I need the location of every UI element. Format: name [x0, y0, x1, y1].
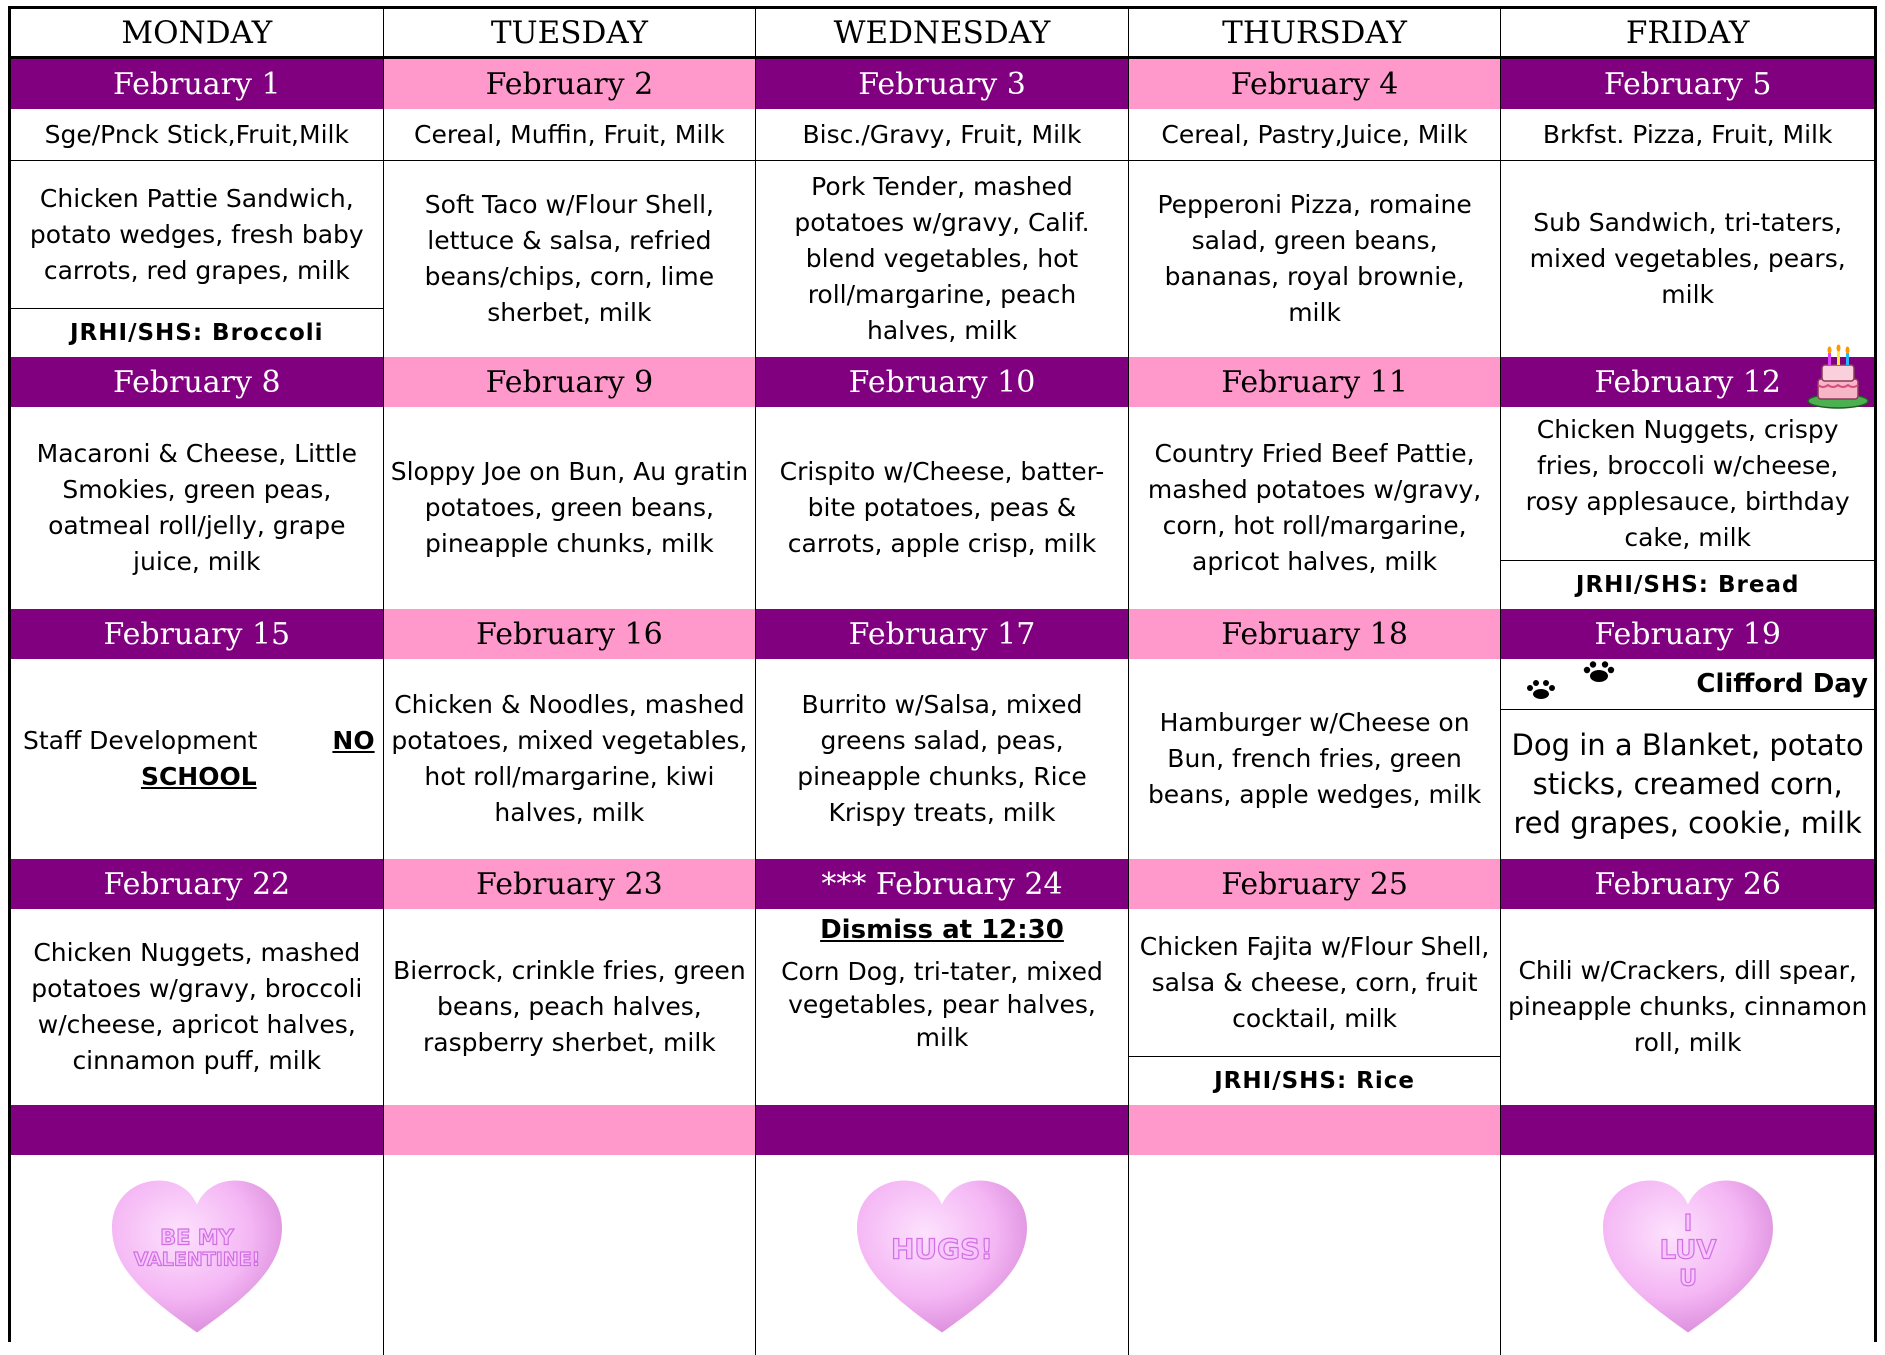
- lunch-cell: [1129, 659, 1502, 859]
- lunch-cell: [384, 659, 757, 859]
- date-cell: February 4: [1129, 59, 1502, 109]
- dismiss-notice: Dismiss at 12:30: [820, 915, 1064, 945]
- date-cell: February 25: [1129, 859, 1502, 909]
- lunch-cell: [756, 407, 1129, 609]
- date-cell: February 19: [1501, 609, 1874, 659]
- date-cell-empty: [11, 1105, 384, 1155]
- lunch-menu: Soft Taco w/Flour Shell, lettuce & salsa, refried beans/chips, corn, lime sherbet, milk: [424, 190, 715, 327]
- lunch-menu: Pepperoni Pizza, romaine salad, green beans, bananas, royal brownie, milk: [1157, 190, 1472, 327]
- heart-cell: [756, 1155, 1129, 1355]
- staff-development-label: Staff Development: [23, 726, 258, 755]
- lunch-menu: Sloppy Joe on Bun, Au gratin potatoes, green beans, pineapple chunks, milk: [390, 457, 749, 558]
- date-cell: February 10: [756, 357, 1129, 407]
- lunch-cell: [384, 161, 757, 357]
- lunch-menu: Corn Dog, tri-tater, mixed vegetables, pear halves, milk: [781, 957, 1103, 1052]
- week5-date-row: [11, 1105, 1874, 1155]
- lunch-cell: [1129, 161, 1502, 357]
- day-monday: MONDAY: [11, 9, 384, 59]
- school-label: SCHOOL: [140, 762, 257, 791]
- date-cell-empty: [1501, 1105, 1874, 1155]
- lunch-menu: Crispito w/Cheese, batter-bite potatoes, peas & carrots, apple crisp, milk: [779, 457, 1105, 558]
- no-school-notice: [11, 659, 383, 859]
- week3-date-row: [11, 609, 1874, 659]
- date-cell: February 16: [384, 609, 757, 659]
- date-cell-empty: [756, 1105, 1129, 1155]
- heart-cell: [1501, 1155, 1874, 1355]
- lunch-menu: Hamburger w/Cheese on Bun, french fries, green beans, apple wedges, milk: [1147, 708, 1482, 809]
- heart-text: LUV: [1659, 1235, 1717, 1266]
- lunch-menu: Pork Tender, mashed potatoes w/gravy, Calif. blend vegetables, hot roll/margarine, peach halves, milk: [794, 172, 1090, 345]
- heart-text: BE MY: [159, 1225, 234, 1250]
- week2-lunch-row: [11, 407, 1874, 609]
- no-school-cell: [11, 659, 384, 859]
- birthday-cake-icon: [1806, 343, 1870, 409]
- lunch-cell: [1129, 909, 1502, 1105]
- date-cell: February 1: [11, 59, 384, 109]
- lunch-menu: Country Fried Beef Pattie, mashed potatoes w/gravy, corn, hot roll/margarine, apricot halves, milk: [1147, 439, 1482, 576]
- lunch-cell: [11, 161, 384, 357]
- empty-cell: [1129, 1155, 1502, 1355]
- breakfast-item: Sge/Pnck Stick,Fruit,Milk: [11, 109, 384, 161]
- date-cell: February 9: [384, 357, 757, 407]
- candy-heart-icon: [107, 1173, 287, 1338]
- clifford-day-banner: [1501, 659, 1874, 710]
- date-cell: February 15: [11, 609, 384, 659]
- date-cell: February 26: [1501, 859, 1874, 909]
- lunch-menu: Chicken Fajita w/Flour Shell, salsa & cheese, corn, fruit cocktail, milk: [1139, 931, 1490, 1033]
- lunch-menu: Burrito w/Salsa, mixed greens salad, peas, pineapple chunks, Rice Krispy treats, milk: [797, 690, 1087, 827]
- lunch-cell: [1501, 659, 1874, 859]
- lunch-cell: [1501, 161, 1874, 357]
- week3-lunch-row: [11, 659, 1874, 859]
- paw-prints-icon: [1519, 661, 1629, 705]
- date-cell-empty: [384, 1105, 757, 1155]
- heart-text: HUGS!: [890, 1232, 994, 1266]
- day-tuesday: TUESDAY: [384, 9, 757, 59]
- breakfast-item: Bisc./Gravy, Fruit, Milk: [756, 109, 1129, 161]
- empty-cell: [384, 1155, 757, 1355]
- lunch-cell: [1129, 407, 1502, 609]
- week5-row: [11, 1155, 1874, 1355]
- lunch-cell: [384, 909, 757, 1105]
- date-cell: February 11: [1129, 357, 1502, 407]
- lunch-menu: Sub Sandwich, tri-taters, mixed vegetables, pears, milk: [1529, 208, 1846, 309]
- breakfast-item: Cereal, Pastry,Juice, Milk: [1129, 109, 1502, 161]
- heart-text: U: [1678, 1266, 1697, 1292]
- lunch-menu: Dog in a Blanket, potato sticks, creamed corn, red grapes, cookie, milk: [1511, 728, 1864, 840]
- week4-date-row: [11, 859, 1874, 909]
- lunch-menu: Chicken & Noodles, mashed potatoes, mixed vegetables, hot roll/margarine, kiwi halves, milk: [391, 690, 748, 827]
- candy-heart-icon: [852, 1173, 1032, 1338]
- lunch-cell: [1501, 909, 1874, 1105]
- date-label: February 12: [1594, 364, 1782, 400]
- lunch-menu: Macaroni & Cheese, Little Smokies, green peas, oatmeal roll/jelly, grape juice, milk: [36, 439, 357, 576]
- date-cell: February 17: [756, 609, 1129, 659]
- no-label: NO: [332, 726, 375, 755]
- day-header-row: [11, 9, 1874, 59]
- lunch-cell: [1501, 407, 1874, 609]
- lunch-menu: Chicken Pattie Sandwich, potato wedges, fresh baby carrots, red grapes, milk: [29, 183, 364, 285]
- lunch-cell: [11, 407, 384, 609]
- date-cell: *** February 24: [756, 859, 1129, 909]
- date-cell: February 23: [384, 859, 757, 909]
- breakfast-item: Brkfst. Pizza, Fruit, Milk: [1501, 109, 1874, 161]
- heart-text: VALENTINE!: [133, 1248, 261, 1271]
- lunch-menu: Chicken Nuggets, mashed potatoes w/gravy, broccoli w/cheese, apricot halves, cinnamon puff, milk: [31, 938, 363, 1075]
- heart-cell: [11, 1155, 384, 1355]
- lunch-cell: [11, 909, 384, 1105]
- lunch-menu: Chili w/Crackers, dill spear, pineapple chunks, cinnamon roll, milk: [1508, 956, 1868, 1057]
- date-cell: February 2: [384, 59, 757, 109]
- date-cell: February 18: [1129, 609, 1502, 659]
- date-cell-with-cake: [1501, 357, 1874, 407]
- heart-text: I: [1683, 1211, 1692, 1237]
- date-cell: February 22: [11, 859, 384, 909]
- lunch-cell: [756, 659, 1129, 859]
- jrhi-shs-note: JRHI/SHS: Bread: [1501, 560, 1874, 609]
- week4-lunch-row: [11, 909, 1874, 1105]
- lunch-menu: Bierrock, crinkle fries, green beans, peach halves, raspberry sherbet, milk: [393, 956, 746, 1057]
- week2-date-row: [11, 357, 1874, 407]
- lunch-cell: [756, 161, 1129, 357]
- clifford-day-label: Clifford Day: [1696, 669, 1868, 699]
- day-wednesday: WEDNESDAY: [756, 9, 1129, 59]
- week1-breakfast-row: [11, 109, 1874, 161]
- date-cell: February 5: [1501, 59, 1874, 109]
- lunch-cell: [384, 407, 757, 609]
- lunch-cell: [756, 909, 1129, 1105]
- date-cell-empty: [1129, 1105, 1502, 1155]
- jrhi-shs-note: JRHI/SHS: Rice: [1129, 1056, 1501, 1105]
- candy-heart-icon: [1598, 1173, 1778, 1338]
- week1-lunch-row: [11, 161, 1874, 357]
- day-thursday: THURSDAY: [1129, 9, 1502, 59]
- date-cell: February 3: [756, 59, 1129, 109]
- lunch-calendar: [8, 6, 1877, 1342]
- jrhi-shs-note: JRHI/SHS: Broccoli: [11, 308, 383, 357]
- lunch-menu: Chicken Nuggets, crispy fries, broccoli w/cheese, rosy applesauce, birthday cake, milk: [1525, 414, 1850, 552]
- day-friday: FRIDAY: [1501, 9, 1874, 59]
- week1-date-row: [11, 59, 1874, 109]
- date-cell: February 8: [11, 357, 384, 407]
- breakfast-item: Cereal, Muffin, Fruit, Milk: [384, 109, 757, 161]
